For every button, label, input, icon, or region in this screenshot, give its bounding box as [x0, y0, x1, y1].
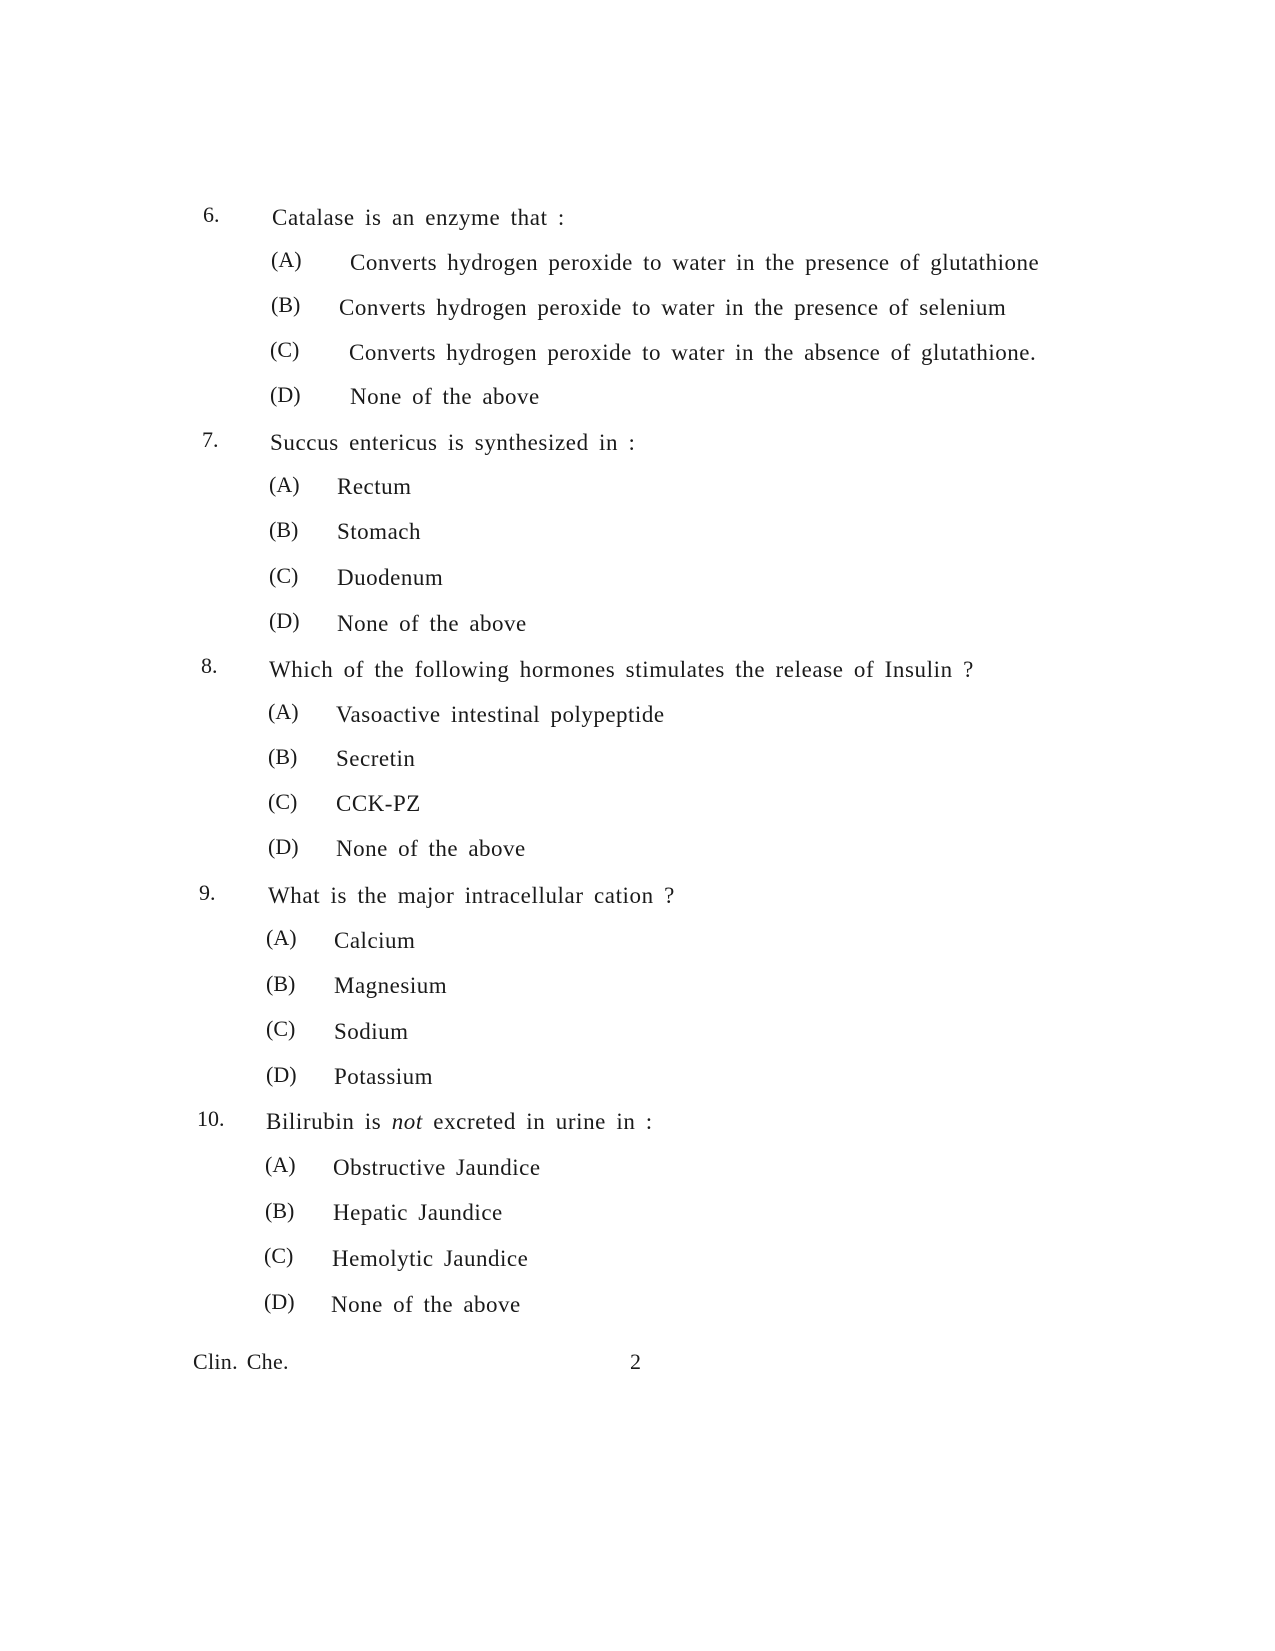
question-number: 9. [199, 880, 216, 905]
option-text-a: Vasoactive intestinal polypeptide [336, 702, 665, 727]
option-text-a: Rectum [337, 474, 412, 499]
option-text-c: Sodium [334, 1019, 409, 1044]
option-text-d: None of the above [350, 384, 540, 409]
option-letter-c: (C) [270, 337, 300, 362]
option-text-c: CCK-PZ [336, 791, 421, 816]
option-letter-d: (D) [264, 1289, 295, 1314]
option-text-d: None of the above [337, 611, 527, 636]
question-number: 10. [197, 1106, 225, 1131]
question-text-emphasis: not [391, 1109, 423, 1134]
question-text: Catalase is an enzyme that : [272, 205, 565, 230]
question-text-before: Bilirubin is [266, 1109, 392, 1134]
option-letter-d: (D) [270, 382, 301, 407]
option-letter-a: (A) [265, 1152, 296, 1177]
option-text-b: Stomach [337, 519, 421, 544]
option-letter-d: (D) [266, 1062, 297, 1087]
option-text-d: Potassium [334, 1064, 434, 1089]
question-number: 7. [202, 427, 219, 452]
option-text-b: Secretin [336, 746, 416, 771]
option-letter-a: (A) [268, 699, 299, 724]
question-text: What is the major intracellular cation ? [268, 883, 675, 908]
option-letter-c: (C) [266, 1016, 296, 1041]
question-text: Which of the following hormones stimulates the release of Insulin ? [269, 657, 974, 682]
option-text-b: Magnesium [334, 973, 448, 998]
option-text-d: None of the above [331, 1292, 521, 1317]
subject-code: Clin. Che. [193, 1349, 289, 1374]
option-text-c: Converts hydrogen peroxide to water in the absence of glutathione. [349, 340, 1037, 365]
option-letter-d: (D) [269, 608, 300, 633]
option-letter-a: (A) [266, 925, 297, 950]
option-letter-a: (A) [269, 472, 300, 497]
option-text-b: Hepatic Jaundice [333, 1200, 503, 1225]
question-text: Succus entericus is synthesized in : [270, 430, 636, 455]
option-text-a: Obstructive Jaundice [333, 1155, 541, 1180]
option-letter-d: (D) [268, 834, 299, 859]
option-text-c: Duodenum [337, 565, 444, 590]
question-text [266, 1107, 653, 1137]
option-text-a: Calcium [334, 928, 416, 953]
option-letter-b: (B) [268, 744, 298, 769]
option-text-b: Converts hydrogen peroxide to water in the presence of selenium [339, 295, 1007, 320]
question-number: 6. [203, 202, 220, 227]
page-number: 2 [630, 1349, 641, 1374]
question-number: 8. [201, 653, 218, 678]
option-letter-b: (B) [266, 971, 296, 996]
option-letter-c: (C) [264, 1243, 294, 1268]
option-letter-b: (B) [265, 1198, 295, 1223]
option-letter-b: (B) [269, 517, 299, 542]
option-text-d: None of the above [336, 836, 526, 861]
option-letter-b: (B) [271, 292, 301, 317]
option-letter-c: (C) [268, 789, 298, 814]
option-text-a: Converts hydrogen peroxide to water in the presence of glutathione [350, 250, 1040, 275]
option-letter-a: (A) [271, 247, 302, 272]
option-letter-c: (C) [269, 563, 299, 588]
question-text-after: excreted in urine in : [422, 1109, 653, 1134]
option-text-c: Hemolytic Jaundice [332, 1246, 529, 1271]
